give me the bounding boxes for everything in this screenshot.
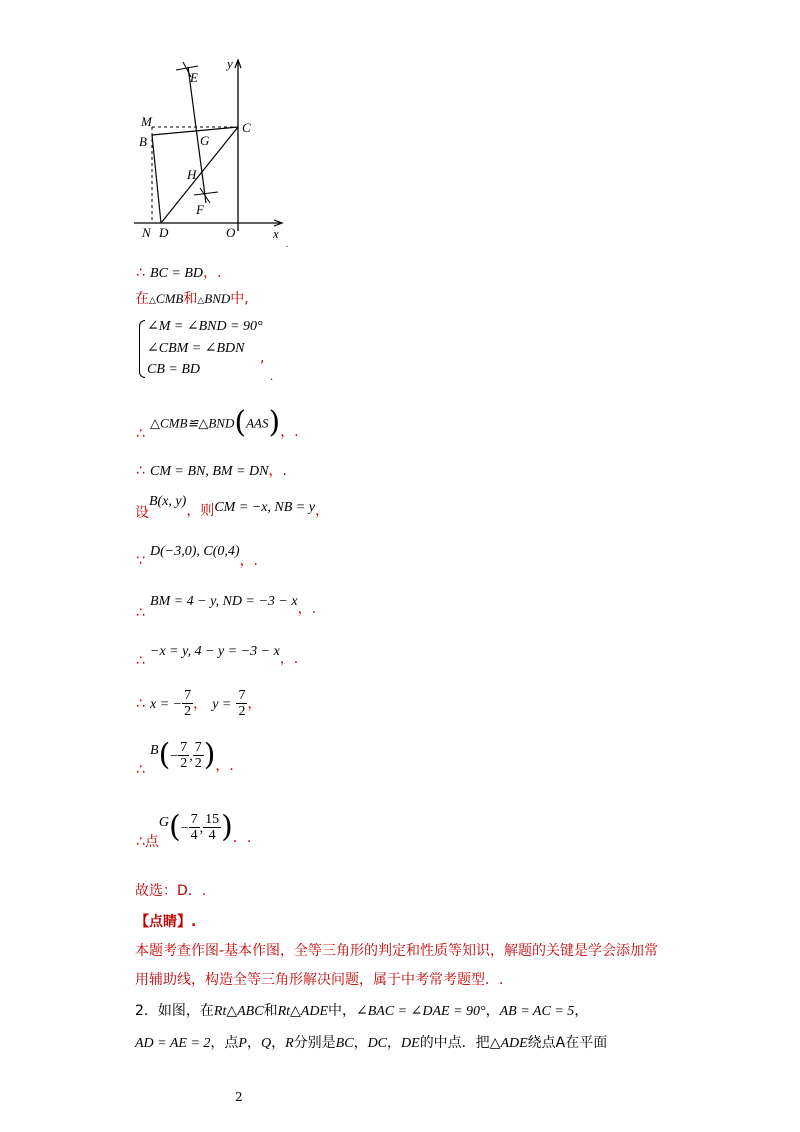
line-in-triangles: 在△CMB和△BND中, — [135, 291, 249, 307]
line-point-g: ∴点G(− $\frac{7}{4}$ , $\frac{15}{4}$ )．. — [136, 809, 252, 850]
question-2-line-2 — [135, 1032, 607, 1052]
label-f: F — [196, 202, 204, 217]
line-bm-nd — [136, 590, 317, 621]
fraction-b-y: $\frac{7}{2}$ — [194, 740, 202, 771]
fraction-y: $\frac{7}{2}$ — [238, 688, 246, 719]
punct: ．. — [232, 830, 252, 846]
punct: ， — [353, 1035, 368, 1051]
fraction-x: $\frac{7}{2}$ — [184, 688, 192, 719]
dot: . — [286, 239, 289, 249]
line-equations — [136, 640, 299, 669]
text-he: 和 — [183, 291, 198, 307]
system-row-3: CB = BD — [147, 362, 200, 377]
text-he: 和 — [263, 1003, 278, 1019]
system-dot: . — [270, 372, 274, 383]
fraction-b-x: $\frac{7}{2}$ — [180, 740, 188, 771]
label-g: G — [200, 133, 210, 148]
therefore-symbol: ∴ — [136, 653, 145, 669]
label-b: B — [139, 134, 147, 149]
math-text: −x = y, 4 − y = −3 − x — [150, 644, 280, 659]
math-congruence: △CMB≌△BND — [150, 415, 235, 431]
math-r: R — [285, 1036, 294, 1051]
question-2-line-1 — [135, 1000, 588, 1020]
text-zhong: 中， — [328, 1003, 356, 1019]
text-rotate: 绕点A在平面 — [527, 1035, 608, 1051]
punct: ， — [314, 503, 329, 519]
punct: ，. — [268, 463, 287, 479]
math-text: BC = BD — [150, 266, 204, 281]
punct: ， — [246, 1035, 261, 1051]
math-y: y = — [212, 697, 232, 712]
math-g: G — [158, 815, 170, 830]
line-x-y-values — [136, 688, 261, 719]
math-dc: DC — [367, 1036, 388, 1051]
punct: ，. — [297, 601, 317, 617]
line-d-c — [136, 540, 259, 569]
punct: ，. — [239, 553, 259, 569]
arc-mark-f2 — [200, 188, 210, 203]
punct: ， — [387, 1035, 402, 1051]
math-angles: ∠BAC = ∠DAE = 90° — [356, 1004, 486, 1019]
punct: ， — [193, 696, 208, 712]
math-b: B — [150, 743, 159, 758]
math-ab-ac: AB = AC = 5 — [499, 1004, 575, 1019]
q2-number: 2．如图，在 — [135, 1003, 214, 1019]
punct: ， — [485, 1003, 500, 1019]
text-midpoint: 的中点．把 — [419, 1035, 490, 1051]
text-she: 设 — [135, 505, 149, 521]
label-h: H — [187, 167, 197, 182]
therefore-symbol: ∴ — [136, 425, 145, 442]
math-cm-nb: CM = −x, NB = y — [214, 500, 315, 515]
text-fenbie: 分别是 — [293, 1035, 336, 1051]
math-p: P — [238, 1036, 247, 1051]
segment-bc — [152, 127, 238, 135]
math-text: D(−3,0), C(0,4) — [150, 544, 240, 559]
punct: ，. — [279, 651, 299, 667]
punct: ， — [574, 1003, 589, 1019]
math-x: x = − — [150, 697, 183, 712]
math-cmb: CMB — [155, 291, 184, 306]
line-cm-bn — [136, 460, 287, 480]
punct: ， — [247, 696, 262, 712]
text-ze: ，则 — [186, 503, 215, 519]
therefore-symbol: ∴ — [136, 762, 145, 778]
therefore-symbol: ∴ — [136, 605, 145, 621]
punct: ，. — [203, 265, 222, 281]
therefore-symbol: ∴ — [136, 696, 145, 712]
line-point-b: ∴ B(− $\frac{7}{2}$ , $\frac{7}{2}$ )，. — [136, 737, 234, 778]
line-congruent: ∴ △CMB≌△BND(AAS)，. — [136, 405, 299, 442]
page-number: 2 — [235, 1090, 243, 1104]
therefore-symbol: ∴ — [136, 265, 145, 281]
system-row-2: ∠CBM = ∠BDN — [147, 341, 245, 356]
system-brace — [139, 320, 145, 378]
label-e: E — [190, 70, 198, 85]
label-m: M — [141, 114, 152, 129]
label-n: N — [142, 225, 151, 240]
math-de: DE — [401, 1036, 420, 1051]
label-x: x — [273, 226, 279, 241]
comment-title: 【点睛】. — [135, 914, 197, 930]
math-bnd: BND — [204, 291, 231, 306]
punct: ，. — [280, 423, 299, 440]
math-aas: AAS — [246, 415, 269, 431]
punct: ， — [271, 1035, 286, 1051]
segment-bd — [152, 135, 161, 223]
therefore-symbol: ∴ — [136, 463, 145, 479]
math-ad-ae: AD = AE = 2 — [135, 1036, 211, 1051]
text-zhong: 中, — [230, 291, 249, 307]
line-bc-bd — [136, 262, 221, 282]
math-text: BM = 4 − y, ND = −3 − x — [150, 594, 298, 609]
fraction-g-x: $\frac{7}{4}$ — [190, 812, 198, 843]
arc-mark-f1 — [194, 192, 218, 195]
math-q: Q — [260, 1036, 272, 1051]
label-d: D — [159, 225, 169, 240]
comment-line-2: 用辅助线，构造全等三角形解决问题，属于中考常考题型．. — [135, 972, 504, 988]
therefore-point-text: ∴点 — [136, 834, 159, 850]
math-rt-ade: Rt△ADE — [277, 1004, 328, 1019]
fraction-g-y: $\frac{15}{4}$ — [205, 812, 220, 843]
label-o: O — [226, 225, 236, 240]
punct: ，. — [215, 758, 234, 774]
system-comma: , — [260, 350, 265, 366]
geometry-figure — [130, 55, 300, 250]
text-dian: ，点 — [210, 1035, 239, 1051]
math-bxy: B(x, y) — [149, 494, 187, 509]
system-row-1: ∠M = ∠BND = 90° — [147, 319, 263, 334]
answer-line: 故选：D．. — [135, 883, 207, 899]
because-symbol: ∵ — [136, 553, 145, 569]
comment-line-1: 本题考查作图-基本作图，全等三角形的判定和性质等知识，解题的关键是学会添加常 — [135, 943, 659, 959]
math-text: CM = BN, BM = DN — [150, 464, 269, 479]
math-rt-abc: Rt△ABC — [213, 1004, 264, 1019]
label-c: C — [242, 120, 251, 135]
text-zai: 在 — [135, 291, 149, 307]
label-y: y — [227, 56, 233, 71]
math-bc: BC — [335, 1036, 354, 1051]
line-set-b — [135, 490, 329, 521]
math-tri-ade: △ADE — [489, 1036, 528, 1051]
